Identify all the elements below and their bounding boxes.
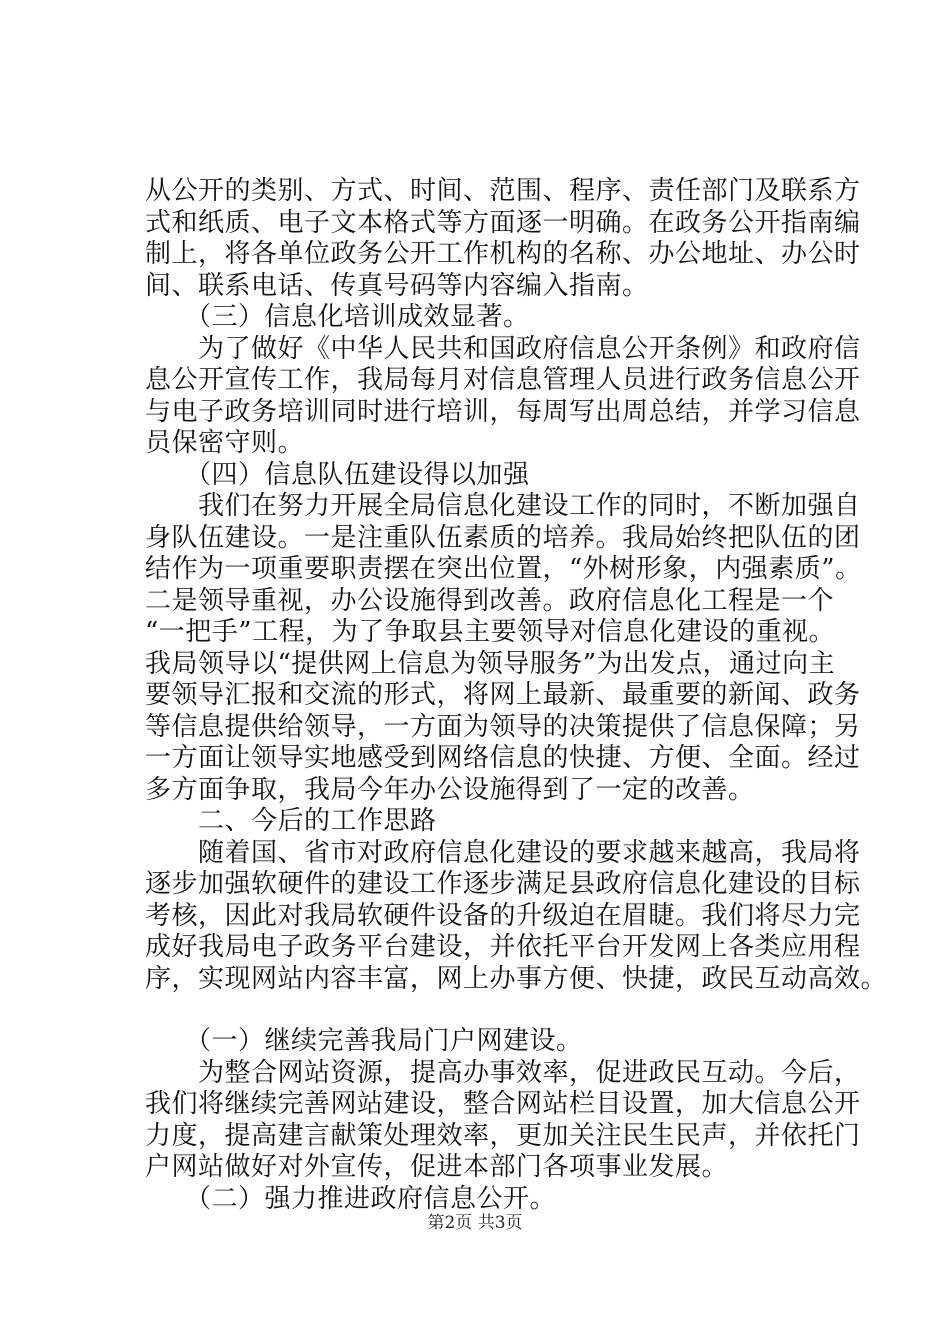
body-line: 与电子政务培训同时进行培训，每周写出周总结，并学习信息: [145, 396, 861, 427]
body-line: 成好我局电子政务平台建设，并依托平台开发网上各类应用程: [145, 932, 861, 962]
document-body: [145, 176, 888, 1215]
body-line: 我们将继续完善网站建设，整合网站栏目设置，加大信息公开: [145, 1089, 861, 1119]
section-heading: 二、今后的工作思路: [145, 806, 437, 836]
body-line: “一把手”工程，为了争取县主要领导对信息化建设的重视。: [145, 617, 836, 647]
body-line: 考核，因此对我局软硬件设备的升级迫在眉睫。我们将尽力完: [145, 900, 861, 931]
body-line: 我局领导以“提供网上信息为领导服务”为出发点，通过向主: [145, 648, 836, 679]
body-line: 为了做好《中华人民共和国政府信息公开条例》和政府信: [145, 333, 861, 364]
body-line: 一方面让领导实地感受到网络信息的快捷、方便、全面。经过: [145, 743, 861, 773]
body-line: 式和纸质、电子文本格式等方面逐一明确。在政务公开指南编: [145, 207, 861, 238]
body-line: 二是领导重视，办公设施得到改善。政府信息化工程是一个: [145, 585, 835, 616]
body-line: 随着国、省市对政府信息化建设的要求越来越高，我局将: [145, 837, 861, 868]
body-line: 从公开的类别、方式、时间、范围、程序、责任部门及联系方: [145, 176, 861, 206]
body-line: 制上，将各单位政务公开工作机构的名称、办公地址、办公时: [145, 239, 861, 269]
body-line: 息公开宣传工作，我局每月对信息管理人员进行政务信息公开: [145, 365, 861, 395]
body-line: 员保密守则。: [145, 428, 305, 458]
section-heading: （二）强力推进政府信息公开。: [145, 1183, 557, 1214]
section-heading: （三）信息化培训成效显著。: [145, 302, 530, 332]
body-line: 户网站做好对外宣传，促进本部门各项事业发展。: [145, 1152, 729, 1182]
body-line: 为整合网站资源，提高办事效率，促进政民互动。今后，: [145, 1057, 861, 1088]
body-line: 身队伍建设。一是注重队伍素质的培养。我局始终把队伍的团: [145, 522, 861, 553]
body-line: 多方面争取，我局今年办公设施得到了一定的改善。: [145, 774, 755, 805]
body-line: 要领导汇报和交流的形式，将网上最新、最重要的新闻、政务: [145, 680, 861, 710]
body-line: 我们在努力开展全局信息化建设工作的同时，不断加强自: [145, 491, 861, 521]
body-line: 等信息提供给领导，一方面为领导的决策提供了信息保障；另: [145, 711, 861, 742]
section-heading: （四）信息队伍建设得以加强: [145, 459, 530, 490]
body-line: 力度，提高建言献策处理效率，更加关注民生民声，并依托门: [145, 1120, 861, 1151]
page-number-footer: 第2页 共3页: [427, 1213, 523, 1233]
section-heading: （一）继续完善我局门户网建设。: [145, 1026, 583, 1056]
body-line: 间、联系电话、传真号码等内容编入指南。: [145, 270, 649, 301]
body-line: 逐步加强软硬件的建设工作逐步满足县政府信息化建设的目标: [145, 869, 861, 899]
body-line: 结作为一项重要职责摆在突出位置，“外树形象，内强素质”。: [145, 554, 862, 584]
body-line: 序，实现网站内容丰富，网上办事方便、快捷，政民互动高效。: [145, 963, 888, 994]
